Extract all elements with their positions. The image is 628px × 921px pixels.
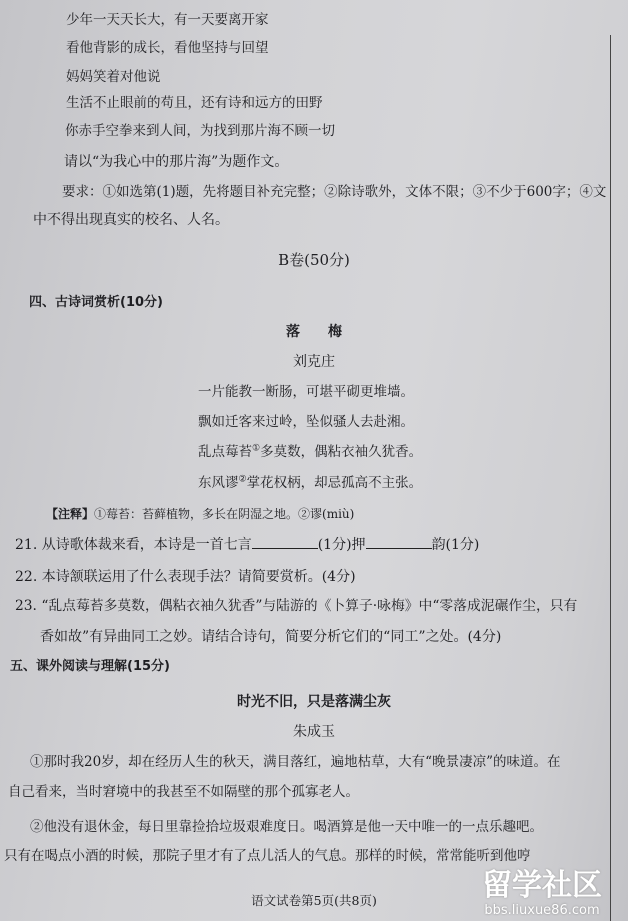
article-title: 时光不旧，只是落满尘灰 (237, 694, 391, 710)
poem-line-4 (198, 474, 422, 492)
prompt-line-2: 看他背影的成长，看他坚持与回望 (66, 40, 269, 56)
para2-line-1: ②他没有退休金，每日里靠捡拾垃圾艰难度日。喝酒算是他一天中唯一的一点乐趣吧。 (30, 819, 543, 835)
q21-blank-2[interactable] (366, 536, 432, 549)
para1-line-1: ①那时我20岁，却在经历人生的秋天，满目落红，遍地枯草，大有“晚景凄凉”的味道。在 (30, 754, 561, 770)
note-text: ①莓苔：苔藓植物，多长在阴湿之地。②谬(miù) (94, 507, 355, 521)
watermark-url: bbs.liuxue86.com (484, 903, 600, 918)
poem-line-1 (198, 383, 414, 401)
poem-line-text: 乱点莓苔 (198, 444, 252, 460)
section-b-title: B卷(50分) (278, 251, 350, 269)
q21-blank-1[interactable] (252, 536, 318, 549)
prompt-line-5: 你赤手空拳来到人间，为找到那片海不顾一切 (65, 123, 335, 139)
poem-line-text: 飘如迁客来过岭，坠似骚人去赴湘。 (198, 414, 414, 430)
essay-instruction: 请以“为我心中的那片海”为题作文。 (64, 154, 289, 170)
note-label: 【注释】 (46, 507, 95, 521)
prompt-line-3: 妈妈笑着对他说 (66, 69, 161, 85)
para1-line-2: 自己看来，当时窘境中的我甚至不如隔壁的那个孤寡老人。 (8, 784, 359, 800)
prompt-line-1: 少年一天天长大，有一天要离开家 (66, 12, 269, 28)
footnote-marker: ① (252, 443, 261, 454)
poem-author: 刘克庄 (293, 354, 335, 370)
essay-requirements-2: 中不得出现真实的校名、人名。 (33, 212, 229, 228)
footnote-marker: ② (238, 474, 247, 485)
prompt-line-4: 生活不止眼前的苟且，还有诗和远方的田野 (66, 95, 323, 111)
poem-line-text: 掌花权柄，却忌孤高不主张。 (246, 475, 423, 491)
article-author: 朱成玉 (293, 724, 335, 740)
part4-heading: 四、古诗词赏析(10分) (29, 295, 163, 310)
part5-heading: 五、课外阅读与理解(15分) (10, 659, 170, 674)
question-23-line-2: 香如故”有异曲同工之妙。请结合诗句，简要分析它们的“同工”之处。(4分) (40, 629, 502, 645)
question-23-line-1: 23. “乱点莓苔多莫数，偶粘衣袖久犹香”与陆游的《卜算子·咏梅》中“零落成泥碾作尘，只有 (15, 598, 578, 614)
poem-line-text: 一片能教一断肠，可堪平砌更堆墙。 (198, 384, 414, 400)
poem-line-2 (198, 413, 414, 431)
poem-line-3 (198, 443, 422, 461)
question-21 (15, 536, 479, 554)
poem-title: 落 梅 (286, 324, 342, 340)
q21-text: 21. 从诗歌体裁来看，本诗是一首七言 (15, 537, 252, 553)
question-22: 22. 本诗颔联运用了什么表现手法？请简要赏析。(4分) (15, 569, 356, 585)
poem-line-text: 多莫数，偶粘衣袖久犹香。 (260, 444, 423, 460)
page-edge-line (610, 35, 611, 921)
watermark-title: 留学社区 (482, 868, 602, 903)
q21-text: (1分)押 (317, 537, 366, 553)
page-footer: 语文试卷第5页(共8页) (251, 893, 377, 908)
poem-line-text: 东风谬 (198, 475, 239, 491)
essay-requirements-1: 要求：①如选第(1)题，先将题目补充完整；②除诗歌外，文体不限；③不少于600字；④文 (62, 184, 607, 200)
q21-text: 韵(1分) (431, 537, 480, 553)
para2-line-2: 只有在喝点小酒的时候，那院子里才有了点儿活人的气息。那样的时候，常常能听到他哼 (4, 848, 531, 864)
poem-notes (46, 505, 354, 523)
watermark-logo (462, 870, 622, 920)
